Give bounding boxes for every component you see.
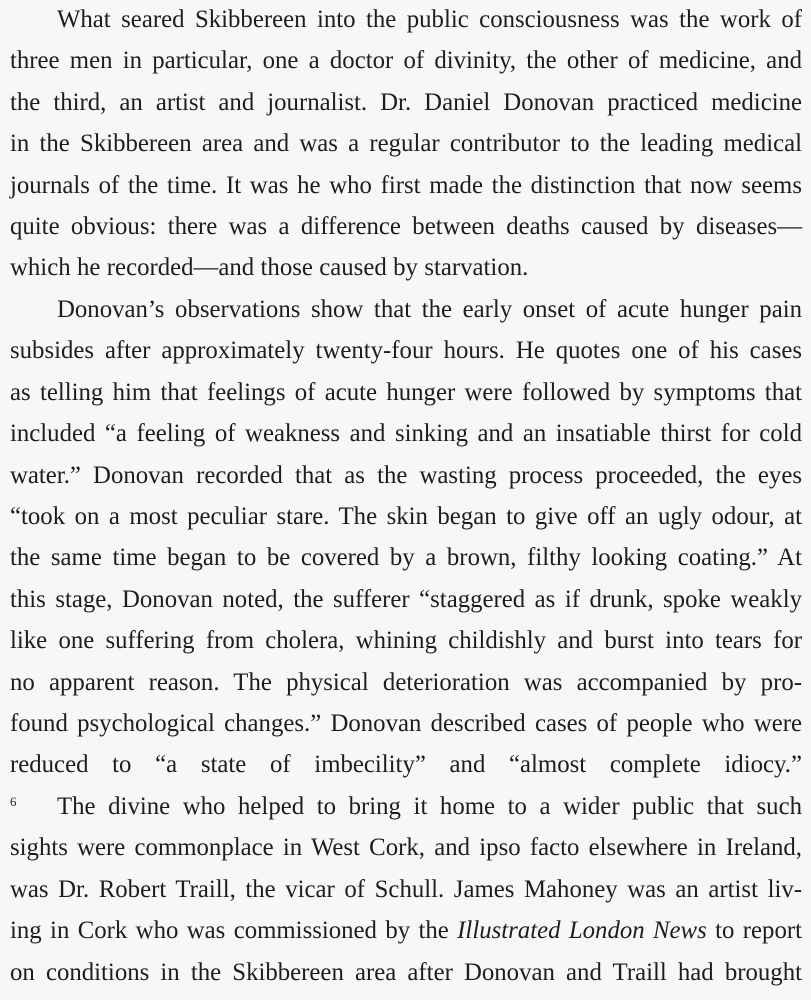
text-line: the third, an artist and journalist. Dr. Daniel Donovan practiced medicine: [10, 88, 802, 116]
text-line: included “a feeling of weakness and sinking and an insatiable thirst for cold: [10, 420, 802, 448]
text-line: the same time began to be covered by a brown, filthy looking coating.” At: [10, 544, 802, 572]
text-line: no apparent reason. The physical deterioration was accompanied by pro-: [10, 668, 802, 696]
publication-title: Illustrated London News: [457, 917, 707, 945]
text-line: reduced to “a state of imbecility” and “almost complete idiocy.”: [10, 751, 802, 779]
text-line: in the Skibbereen area and was a regular contributor to the leading medical: [10, 130, 802, 158]
text-line: as telling him that feelings of acute hunger were followed by symptoms that: [10, 378, 802, 406]
text-line: sights were commonplace in West Cork, and ipso facto elsewhere in Ireland,: [10, 834, 802, 862]
paragraph-3: [10, 786, 802, 993]
text-line: like one suffering from cholera, whining childishly and burst into tears for: [10, 627, 802, 655]
text-line: three men in particular, one a doctor of divinity, the other of medicine, and: [10, 47, 802, 75]
text-line: “took on a most peculiar stare. The skin began to give off an ugly odour, at: [10, 503, 802, 531]
text-line: which he recorded—and those caused by starvation.: [10, 254, 529, 282]
text-line: subsides after approximately twenty-four hours. He quotes one of his cases: [10, 337, 802, 365]
text-line: on conditions in the Skibbereen area after Donovan and Traill had brought: [10, 958, 802, 986]
text-line: was Dr. Robert Traill, the vicar of Schull. James Mahoney was an artist liv-: [10, 875, 802, 903]
text-line: this stage, Donovan noted, the sufferer “staggered as if drunk, spoke weakly: [10, 585, 802, 613]
text-line-with-italic-title: [10, 910, 802, 951]
text-line: The divine who helped to bring it home to a wider public that such: [57, 793, 802, 820]
text-line: water.” Donovan recorded that as the wasting process proceeded, the eyes: [10, 461, 802, 489]
text-line: found psychological changes.” Donovan described cases of people who were: [10, 710, 802, 738]
footnote-ref: 6: [10, 794, 17, 810]
text-segment: ing in Cork who was commissioned by the: [10, 917, 458, 945]
text-line: journals of the time. It was he who first made the distinction that now seems: [10, 171, 802, 199]
paragraph-1: [10, 0, 802, 289]
text-line: Donovan’s observations show that the early onset of acute hunger pain: [57, 296, 802, 323]
paragraph-2: [10, 289, 802, 827]
text-segment: to report: [706, 917, 802, 945]
text-line: quite obvious: there was a difference between deaths caused by diseases—: [10, 213, 802, 241]
text-line: What seared Skibbereen into the public consciousness was the work of: [57, 6, 802, 33]
